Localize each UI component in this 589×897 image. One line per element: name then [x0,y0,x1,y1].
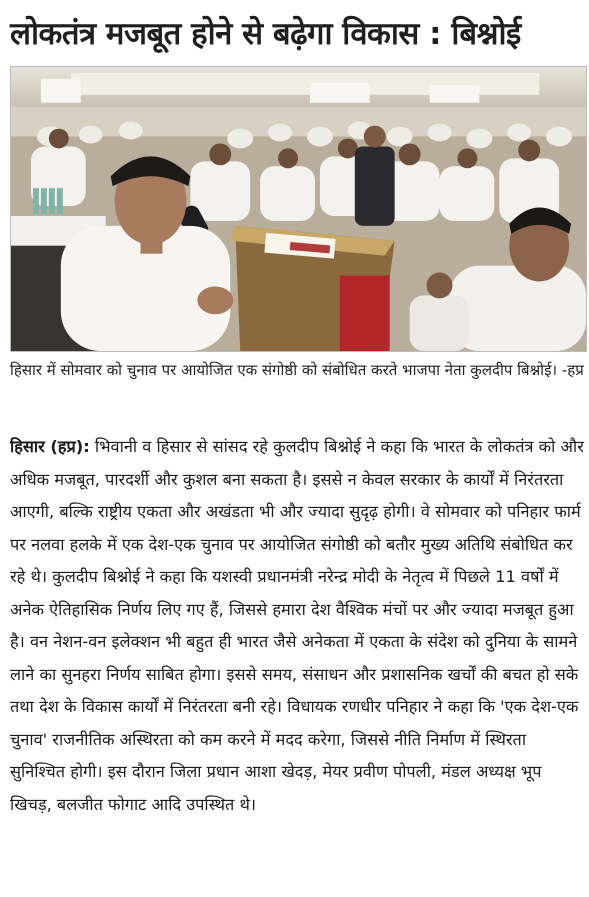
photo-caption: हिसार में सोमवार को चुनाव पर आयोजित एक संगोष्ठी को संबोधित करते भाजपा नेता कुलदीप बिश्नोई। -हप्र [10,361,584,379]
photo-illustration [11,67,586,351]
article-photo [10,66,587,352]
dateline: हिसार (हप्र): [10,437,90,456]
article-text: भिवानी व हिसार से सांसद रहे कुलदीप बिश्नोई ने कहा कि भारत के लोकतंत्र को और अधिक मजबूत, पारदर्शी और कुशल बना सकता है। इससे न केवल सरकार के कार्यों में निरंतरता आएगी, बल्कि राष्ट्रीय एकता और अखंडता भी और ज्यादा सुदृढ़ होगी। वे सोमवार को पनिहार फार्म पर नलवा हलके में एक देश-एक चुनाव पर आयोजित संगोष्ठी को बतौर मुख्य अतिथि संबोधित कर रहे थे। कुलदीप बिश्नोई ने कहा कि यशस्वी प्रधानमंत्री नरेन्द्र मोदी के नेतृत्व में पिछले 11 वर्षों में अनेक ऐतिहासिक निर्णय लिए गए हैं, जिससे हमारा देश वैश्विक मंचों पर और ज्यादा मजबूत हुआ है। वन नेशन-वन इलेक्शन भी बहुत ही भारत जैसे अनेकता में एकता के संदेश को दुनिया के सामने लाने का सुनहरा निर्णय साबित होगा। इससे समय, संसाधन और प्रशासनिक खर्चों की बचत हो सके तथा देश के विकास कार्यों में निरंतरता बनी रहे। विधायक रणधीर पनिहार ने कहा कि 'एक देश-एक चुनाव' राजनीतिक अस्थिरता को कम करने में मदद करेगा, जिससे नीति निर्माण में स्थिरता सुनिश्चित होगी। इस दौरान जिला प्रधान आशा खेदड़, मेयर प्रवीण पोपली, मंडल अध्यक्ष भूप खिचड़, बलजीत फोगाट आदि उपस्थित थे। [10,437,584,814]
headline: लोकतंत्र मजबूत होने से बढ़ेगा विकास : बिश्नोई [10,16,521,52]
article-body [10,431,585,821]
